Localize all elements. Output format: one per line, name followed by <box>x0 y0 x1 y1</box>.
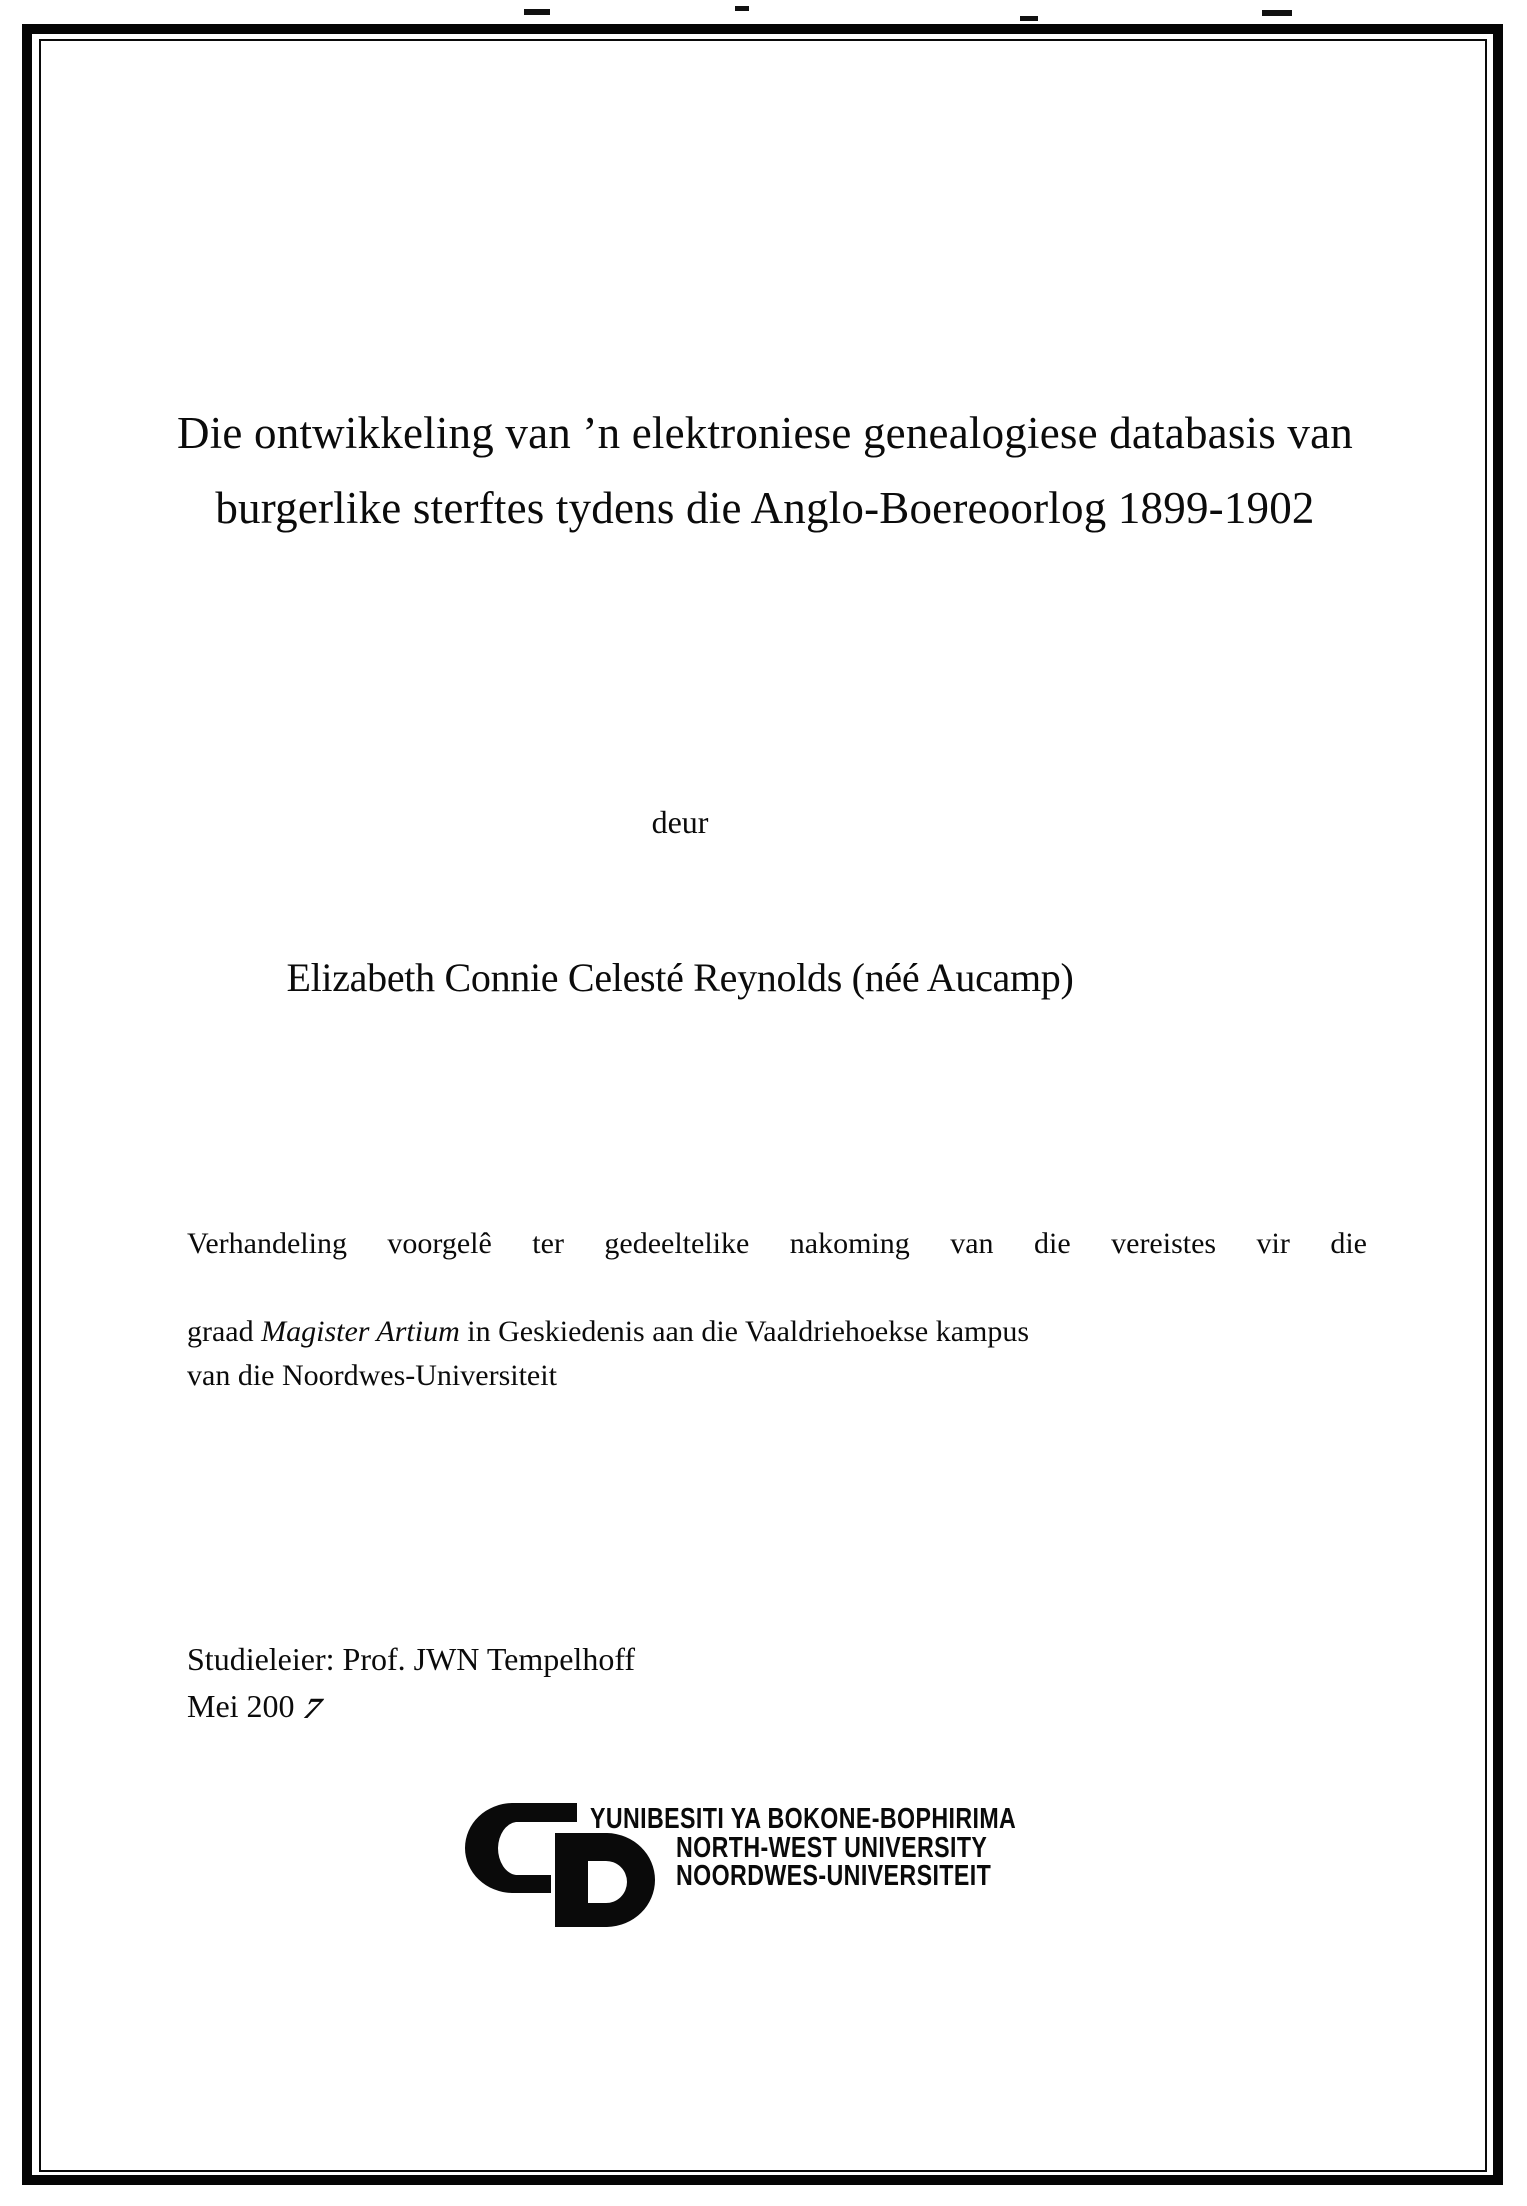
degree-statement-line2-post: in Geskiedenis aan die Vaaldriehoekse kampus <box>459 1315 1030 1348</box>
degree-statement <box>187 1222 1367 1398</box>
logo-text-afrikaans: NOORDWES-UNIVERSITEIT <box>676 1860 992 1892</box>
byline-deur: deur <box>651 804 709 840</box>
logo-text-setswana: YUNIBESITI YA BOKONE-BOPHIRIMA <box>590 1803 1017 1835</box>
degree-name-italic: Magister Artium <box>261 1315 460 1348</box>
date-prefix: Mei 200 <box>187 1688 295 1724</box>
scan-artifact <box>735 6 749 11</box>
date-line <box>187 1683 635 1730</box>
university-logo <box>455 1795 1115 1955</box>
thesis-title-line2: burgerlike sterftes tydens die Anglo-Boereoorlog 1899-1902 <box>215 483 1315 533</box>
author-name: Elizabeth Connie Celesté Reynolds (néé Aucamp) <box>286 955 1074 1000</box>
scan-artifact <box>1020 16 1038 21</box>
date-last-digit: 7 <box>297 1691 328 1725</box>
thesis-title <box>120 396 1410 546</box>
supervisor-block <box>187 1636 635 1730</box>
supervisor-line: Studieleier: Prof. JWN Tempelhoff <box>187 1641 636 1677</box>
logo-text-english: NORTH-WEST UNIVERSITY <box>676 1832 988 1864</box>
degree-statement-line2-pre: graad <box>187 1315 262 1348</box>
degree-statement-line1: Verhandeling voorgelê ter gedeeltelike nakoming van die vereistes vir die <box>187 1227 1367 1260</box>
scan-artifact <box>524 9 550 15</box>
thesis-title-line1: Die ontwikkeling van ’n elektroniese genealogiese databasis van <box>177 408 1353 458</box>
degree-statement-line2 <box>187 1315 1029 1348</box>
degree-statement-line3: van die Noordwes-Universiteit <box>187 1359 557 1392</box>
scan-artifact <box>1262 10 1292 16</box>
